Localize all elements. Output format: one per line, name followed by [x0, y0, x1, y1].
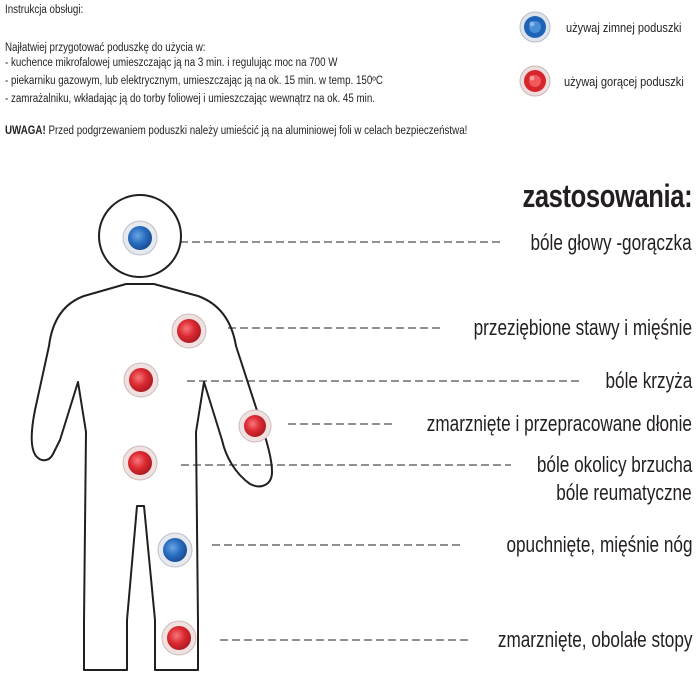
warning-label: UWAGA!	[5, 125, 46, 137]
instructions-title: Instrukcja obsługi:	[5, 4, 84, 16]
compress-dot-cold	[158, 533, 192, 567]
warning-text: Przed podgrzewaniem poduszki należy umieścić ją na aluminiowej foli w celach bezpieczeństwa!	[45, 125, 468, 137]
use-label-head: bóle głowy -gorączka	[530, 230, 692, 255]
use-label-hands: zmarznięte i przepracowane dłonie	[426, 411, 692, 436]
compress-dot-hot	[239, 410, 271, 442]
instruction-item: - kuchence mikrofalowej umieszczając ją na 3 min. i regulując moc na 700 W	[5, 57, 338, 69]
use-label-abdomen: bóle okolicy brzucha	[536, 452, 692, 477]
instruction-item: - zamrażalniku, wkładając ją do torby foliowej i umieszczając wewnątrz na ok. 45 min.	[5, 93, 375, 105]
compress-dot-hot	[162, 621, 196, 655]
figure-body-outline	[32, 284, 272, 670]
legend-hot-label: używaj gorącej poduszki	[564, 73, 684, 89]
compress-dot-cold	[123, 221, 157, 255]
instruction-item: - piekarniku gazowym, lub elektrycznym, umieszczając ją na ok. 15 min. w temp. 150ºC	[5, 75, 383, 87]
use-label-legs: opuchnięte, mięśnie nóg	[505, 532, 692, 557]
use-label-joints: przeziębione stawy i mięśnie	[473, 315, 692, 340]
compress-dot-hot	[124, 363, 158, 397]
compress-dot-hot	[172, 314, 206, 348]
legend-cold-label: używaj zimnej poduszki	[566, 19, 682, 35]
use-label-feet: zmarznięte, obolałe stopy	[497, 627, 692, 652]
instructions-intro: Najłatwiej przygotować poduszkę do użycia w:	[5, 42, 206, 54]
use-label-back: bóle krzyża	[605, 368, 692, 393]
use-label-rheumatic: bóle reumatyczne	[556, 480, 692, 505]
compress-dot-hot	[123, 446, 157, 480]
uses-heading: zastosowania:	[522, 178, 692, 214]
